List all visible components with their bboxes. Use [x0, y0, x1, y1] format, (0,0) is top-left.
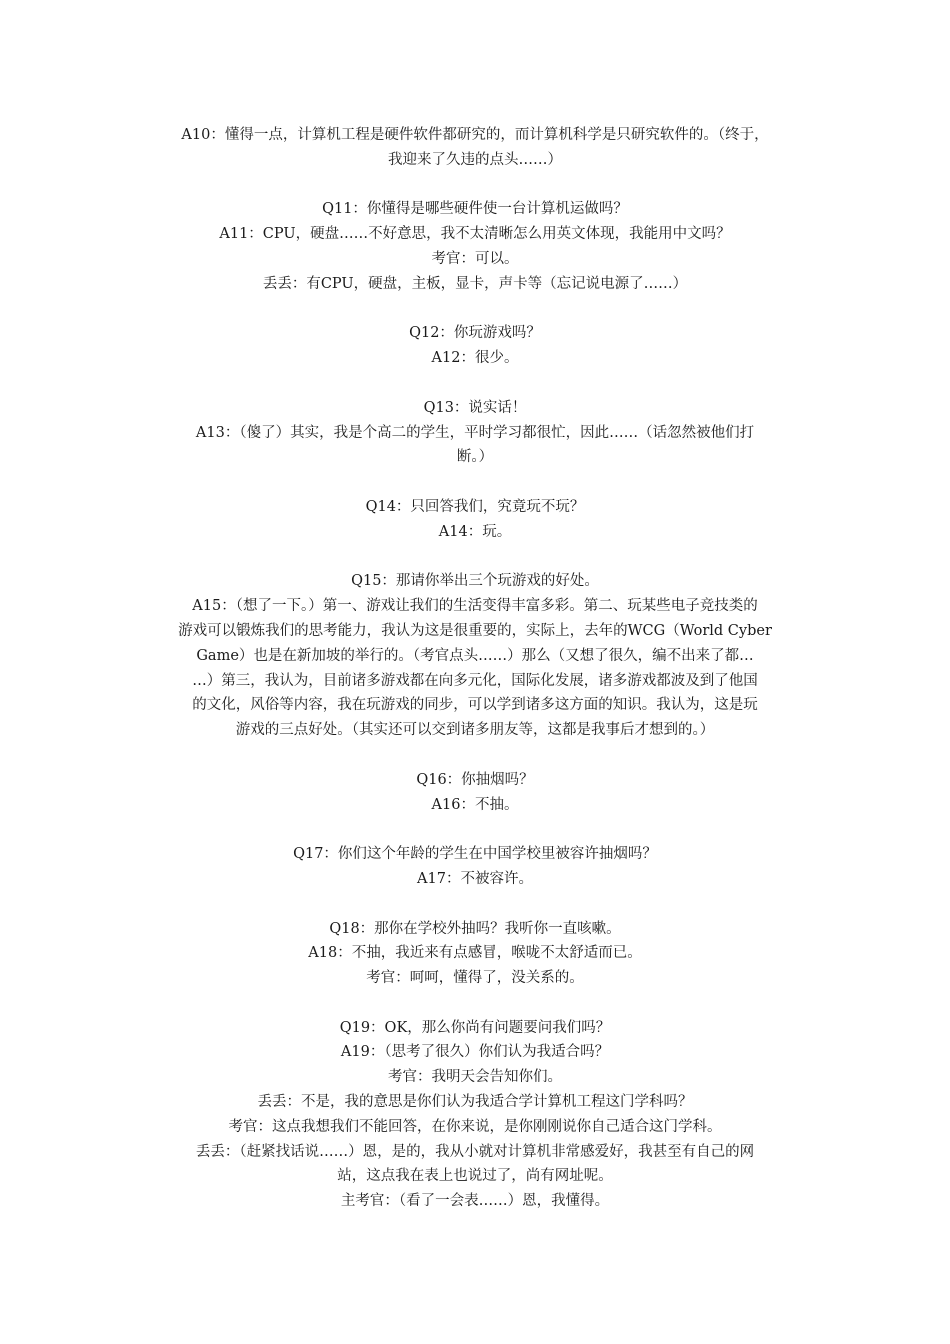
answer-line: 的文化，风俗等内容，我在玩游戏的同步，可以学到诸多这方面的知识。我认为，这是玩: [192, 697, 758, 714]
dialogue-line: 考官：呵呵，懂得了，没关系的。: [366, 970, 584, 987]
dialogue-line: 站，这点我在表上也说过了，尚有网址呢。: [337, 1168, 613, 1185]
dialogue-line: 考官：这点我想我们不能回答，在你来说，是你刚刚说你自己适合这门学科。: [228, 1118, 722, 1135]
qa-block-q14: [140, 495, 810, 545]
question-line: Q13：说实话！: [423, 399, 527, 416]
answer-line: 游戏可以锻炼我们的思考能力，我认为这是很重要的，实际上，去年的WCG（World Cyber: [178, 622, 772, 639]
answer-line: A19：（思考了很久）你们认为我适合吗？: [340, 1044, 610, 1061]
dialogue-line: 考官：可以。: [431, 250, 519, 267]
question-line: Q16：你抽烟吗？: [416, 771, 534, 788]
qa-block-q12: [140, 321, 810, 371]
dialogue-line: 考官：我明天会告知你们。: [388, 1069, 562, 1086]
text-line: A10：懂得一点，计算机工程是硬件软件都研究的，而计算机科学是只研究软件的。（终于，: [181, 127, 769, 143]
dialogue-line: 丢丢：（赶紧找话说……）恩，是的，我从小就对计算机非常感爱好，我甚至有自己的网: [195, 1143, 755, 1160]
qa-block-q15: [140, 569, 810, 743]
text-line: 我迎来了久违的点头……）: [388, 151, 562, 168]
answer-line: A11：CPU，硬盘……不好意思，我不太清晰怎么用英文体现，我能用中文吗？: [219, 226, 731, 243]
question-line: Q11：你懂得是哪些硬件使一台计算机运做吗？: [322, 201, 628, 218]
dialogue-line: 主考官：（看了一会表……）恩，我懂得。: [340, 1193, 610, 1210]
dialogue-line: 丢丢：不是，我的意思是你们认为我适合学计算机工程这门学科吗？: [257, 1094, 693, 1111]
qa-block-q19: [140, 1016, 810, 1214]
qa-block-q11: [140, 197, 810, 296]
answer-line: Game）也是在新加坡的举行的。（考官点头……）那么（又想了很久，编不出来了都…: [196, 647, 754, 664]
answer-line: …）第三，我认为，目前诸多游戏都在向多元化，国际化发展，诸多游戏都波及到了他国: [192, 672, 758, 689]
question-line: Q17：你们这个年龄的学生在中国学校里被容许抽烟吗？: [293, 846, 657, 863]
qa-block-q13: [140, 396, 810, 470]
document-body: [140, 123, 810, 1239]
answer-line: A16：不抽。: [431, 796, 519, 813]
question-line: Q18：那你在学校外抽吗？我听你一直咳嗽。: [329, 920, 621, 937]
answer-line: A12：很少。: [431, 350, 519, 367]
question-line: Q12：你玩游戏吗？: [409, 325, 541, 342]
answer-line: A13：（傻了）其实，我是个高二的学生，平时学习都很忙，因此……（话忽然被他们打: [195, 424, 755, 441]
answer-line: A15：（想了一下。）第一、游戏让我们的生活变得丰富多彩。第二、玩某些电子竞技类的: [192, 598, 758, 615]
qa-block-q17: [140, 842, 810, 892]
qa-block-q18: [140, 917, 810, 991]
question-line: Q19：OK，那么你尚有问题要问我们吗？: [339, 1019, 611, 1036]
answer-block-a10: [140, 123, 810, 173]
qa-block-q16: [140, 768, 810, 818]
answer-line: A14：玩。: [438, 523, 512, 540]
answer-line: A17：不被容许。: [417, 870, 533, 887]
answer-line: A18：不抽，我近来有点感冒，喉咙不太舒适而已。: [308, 945, 642, 962]
answer-line: 游戏的三点好处。（其实还可以交到诸多朋友等，这都是我事后才想到的。）: [235, 722, 715, 739]
dialogue-line: 丢丢：有CPU，硬盘，主板，显卡，声卡等（忘记说电源了……）: [262, 275, 688, 292]
answer-line: 断。）: [456, 449, 494, 466]
question-line: Q15：那请你举出三个玩游戏的好处。: [351, 573, 599, 590]
question-line: Q14：只回答我们，究竟玩不玩？: [365, 498, 585, 515]
